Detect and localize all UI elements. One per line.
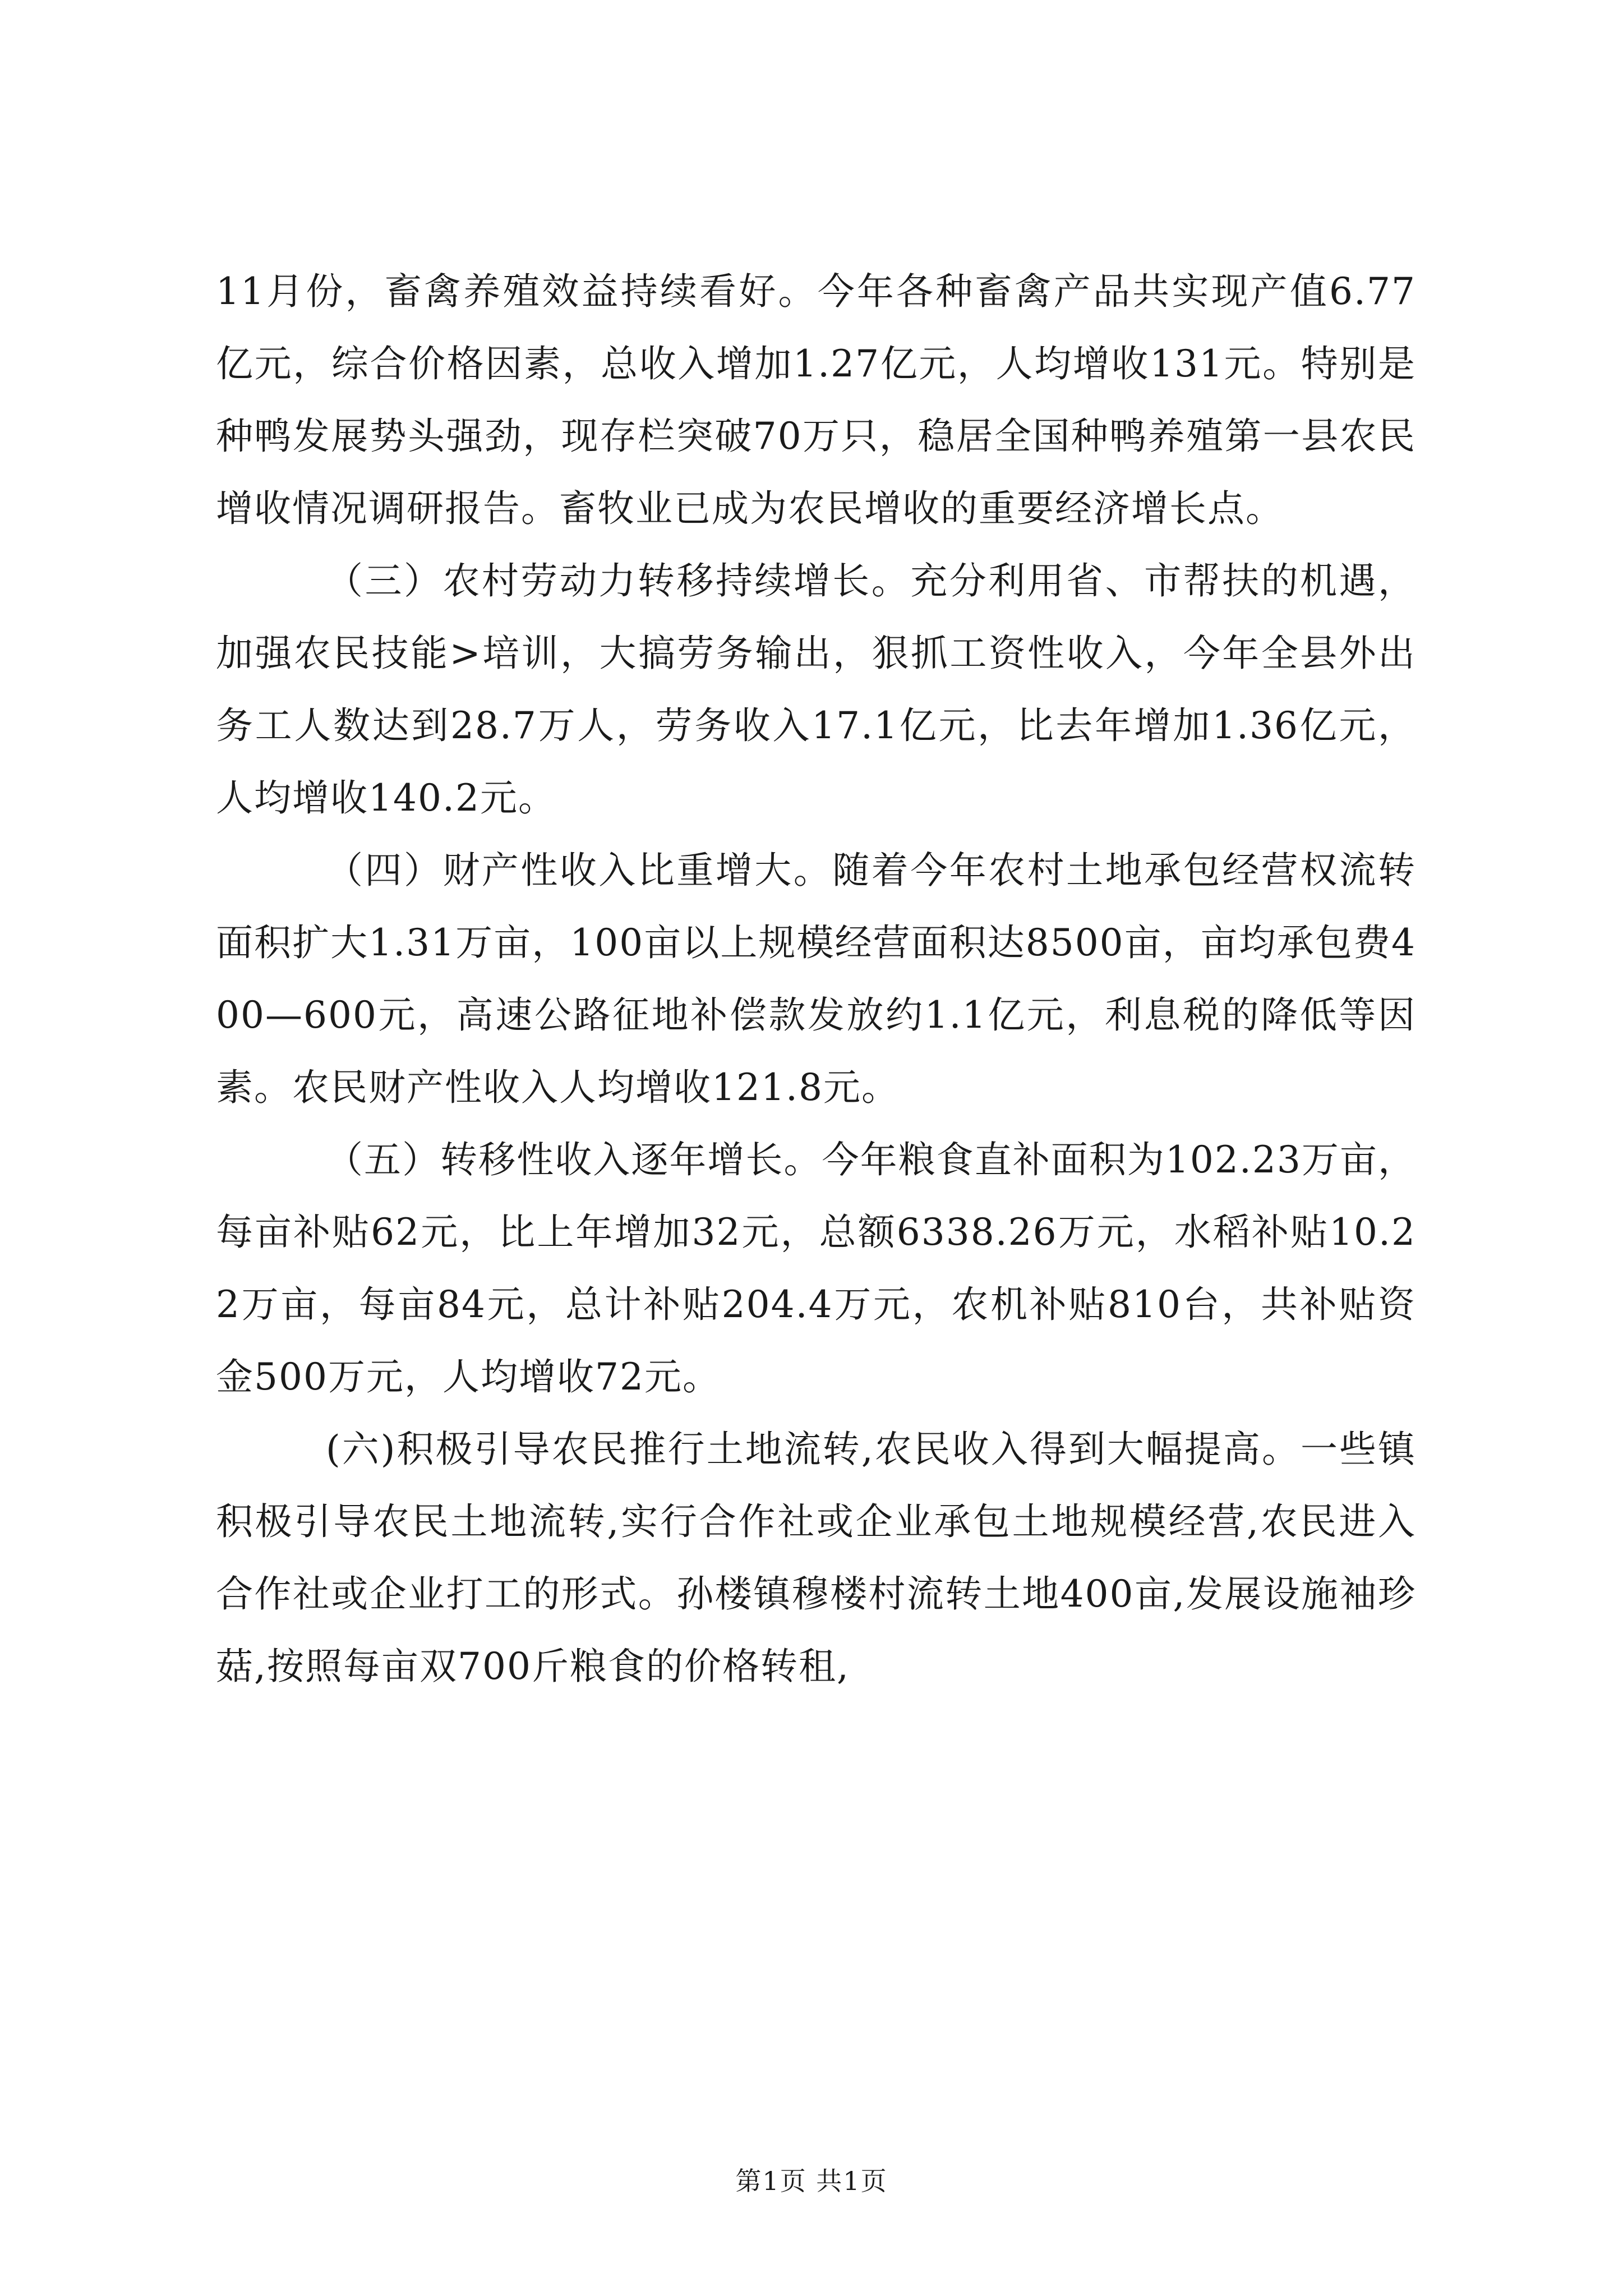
paragraph-labor-transfer: （三）农村劳动力转移持续增长。充分利用省、市帮扶的机遇，加强农民技能>培训，大搞劳务输出，狠抓工资性收入，今年全县外出务工人数达到28.7万人，劳务收入17.1亿元，比去年增加1.36亿元，人均增收140.2元。 bbox=[216, 559, 1416, 820]
paragraph-transfer-income: （五）转移性收入逐年增长。今年粮食直补面积为102.23万亩，每亩补贴62元，比上年增加32元，总额6338.26万元，水稻补贴10.22万亩，每亩84元，总计补贴204.4万元，农机补贴810台，共补贴资金500万元，人均增收72元。 bbox=[216, 1138, 1416, 1398]
paragraph-property-income: （四）财产性收入比重增大。随着今年农村土地承包经营权流转面积扩大1.31万亩，100亩以上规模经营面积达8500亩，亩均承包费400—600元，高速公路征地补偿款发放约1.1亿元，利息税的降低等因素。农民财产性收入人均增收121.8元。 bbox=[216, 849, 1416, 1109]
document-body bbox=[216, 255, 1416, 1703]
paragraph-land-circulation: (六)积极引导农民推行土地流转,农民收入得到大幅提高。一些镇积极引导农民土地流转,实行合作社或企业承包土地规模经营,农民进入合作社或企业打工的形式。孙楼镇穆楼村流转土地400亩,发展设施袖珍菇,按照每亩双700斤粮食的价格转租, bbox=[216, 1428, 1416, 1688]
paragraph-livestock: 11月份，畜禽养殖效益持续看好。今年各种畜禽产品共实现产值6.77亿元，综合价格因素，总收入增加1.27亿元，人均增收131元。特别是种鸭发展势头强劲，现存栏突破70万只，稳居全国种鸭养殖第一县农民增收情况调研报告。畜牧业已成为农民增收的重要经济增长点。 bbox=[216, 270, 1416, 530]
page-footer: 第1页 共1页 bbox=[735, 2166, 888, 2196]
